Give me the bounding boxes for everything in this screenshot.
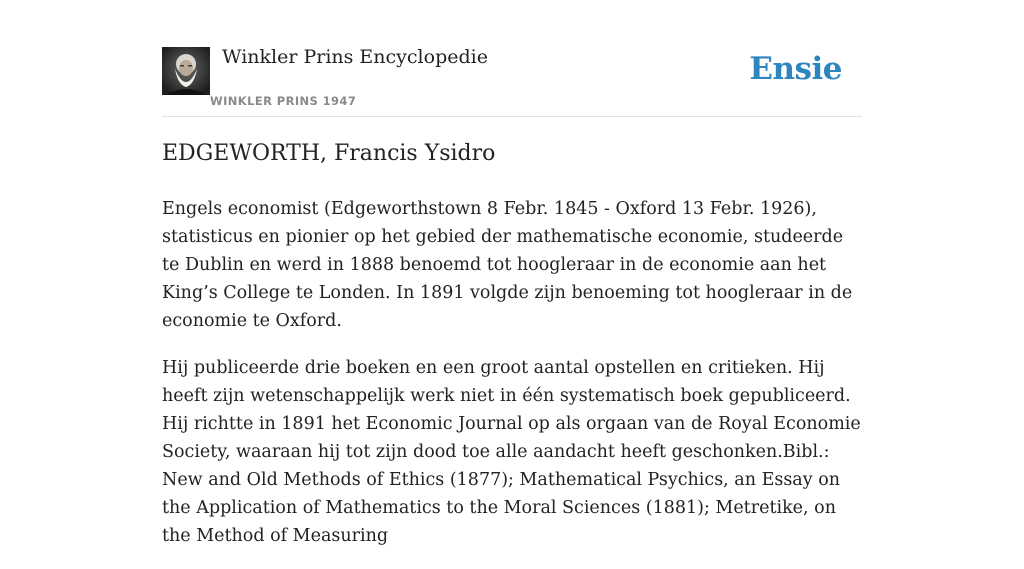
avatar[interactable] xyxy=(162,47,210,95)
site-title[interactable]: Winkler Prins Encyclopedie xyxy=(222,46,488,68)
portrait-image xyxy=(162,47,210,95)
edition-label[interactable]: WINKLER PRINS 1947 xyxy=(210,94,357,108)
brand-logo[interactable]: Ensie xyxy=(749,51,842,87)
article-title: EDGEWORTH, Francis Ysidro xyxy=(162,141,496,166)
site-header xyxy=(162,46,862,117)
article-paragraph: Hij publiceerde drie boeken en een groot aantal opstellen en critieken. Hij heeft zijn wetenschappelijk werk niet in één systematisch boek gepubliceerd. Hij richtte in 1891 het Economic Journal op als orgaan van de Royal Economie Society, waaraan hij tot zijn dood toe alle aandacht heeft geschonken.Bibl.: New and Old Methods of Ethics (1877); Mathematical Psychics, an Essay on the Application of Mathematics to the Moral Sciences (1881); Metretike, on the Method of Measuring xyxy=(162,358,861,546)
article xyxy=(162,138,862,569)
article-paragraph: Engels economist (Edgeworthstown 8 Febr. 1845 - Oxford 13 Febr. 1926), statisticus en pionier op het gebied der mathematische economie, studeerde te Dublin en werd in 1888 benoemd tot hoogleraar in de economie aan het King’s College te Londen. In 1891 volgde zijn benoeming tot hoogleraar in de economie te Oxford. xyxy=(162,199,853,331)
